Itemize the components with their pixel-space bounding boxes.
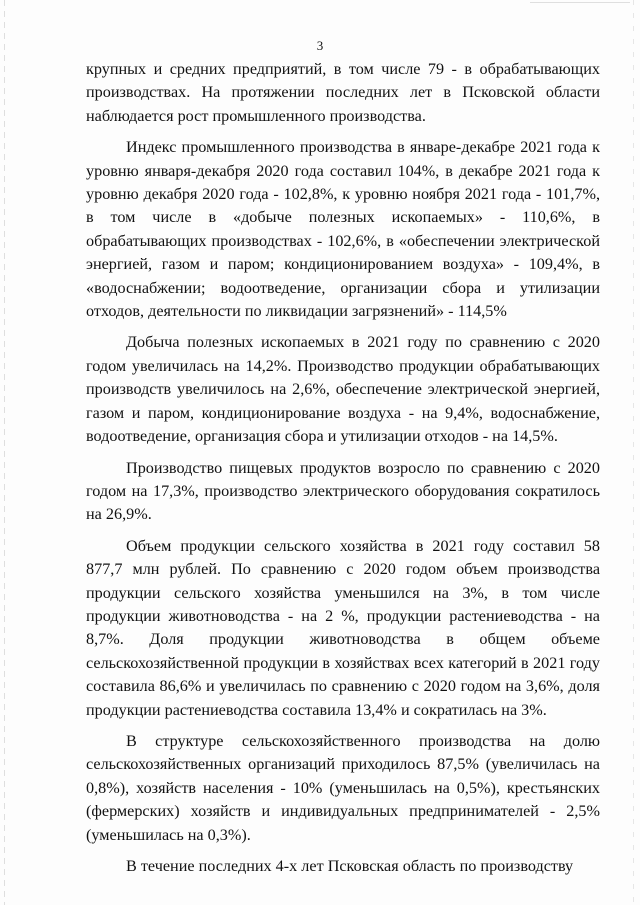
paragraph-agriculture-output: Объем продукции сельского хозяйства в 2021 году составил 58 877,7 млн рублей. По сравнению с 2020 годом объем производства продукции сельского хозяйства уменьшился на 3%, в том числе продукции животноводства - на 2 %, продукции растениеводства - на 8,7%. Доля продукции животноводства в общем объеме сельскохозяйственной продукции в хозяйствах всех категорий в 2021 году составила 86,6% и увеличилась по сравнению с 2020 годом на 3,6%, доля продукции растениеводства составила 13,4% и сократилась на 3%.: [86, 536, 600, 719]
paragraph-mining: Добыча полезных ископаемых в 2021 году по сравнению с 2020 годом увеличилась на 14,2%. Производство продукции обрабатывающих производств увеличилось на 2,6%, обеспечение электрической энергией, газом и паром, кондиционирование воздуха - на 9,4%, водоснабжение, водоотведение, организация сбора и утилизации отходов - на 14,5%.: [86, 333, 600, 446]
paragraph-industrial-index: Индекс промышленного производства в январе-декабре 2021 года к уровню января-декабря 2020 года составил 104%, в декабре 2021 года к уровню декабря 2020 года - 102,8%, к уровню ноября 2021 года - 101,7%, в том числе в «добыче полезных ископаемых» - 110,6%, в обрабатывающих производствах - 102,6%, в «обеспечении электрической энергией, газом и паром; кондиционированием воздуха» - 109,4%, в «водоснабжении; водоотведение, организации сбора и утилизации отходов, деятельности по ликвидации загрязнений» - 114,5%: [86, 138, 600, 321]
scan-edge-left: [4, 0, 5, 905]
page-number: 3: [316, 38, 324, 53]
scan-edge-right: [633, 0, 634, 905]
paragraph-last-years: В течение последних 4-х лет Псковская область по производству: [126, 857, 574, 875]
document-body: [86, 58, 600, 878]
scan-top-rule: [530, 2, 630, 3]
paragraph-food-production: Производство пищевых продуктов возросло по сравнению с 2020 годом на 17,3%, производство электрического оборудования сократилось на 26,9%.: [86, 458, 600, 524]
paragraph-continuation: крупных и средних предприятий, в том числе 79 - в обрабатывающих производствах. На протяжении последних лет в Псковской области наблюдается рост промышленного производства.: [86, 60, 600, 125]
paragraph-agriculture-structure: В структуре сельскохозяйственного производства на долю сельскохозяйственных организаций приходилось 87,5% (увеличилась на 0,8%), хозяйств населения - 10% (уменьшилась на 0,5%), крестьянских (фермерских) хозяйств и индивидуальных предпринимателей - 2,5% (уменьшилась на 0,3%).: [86, 731, 600, 844]
